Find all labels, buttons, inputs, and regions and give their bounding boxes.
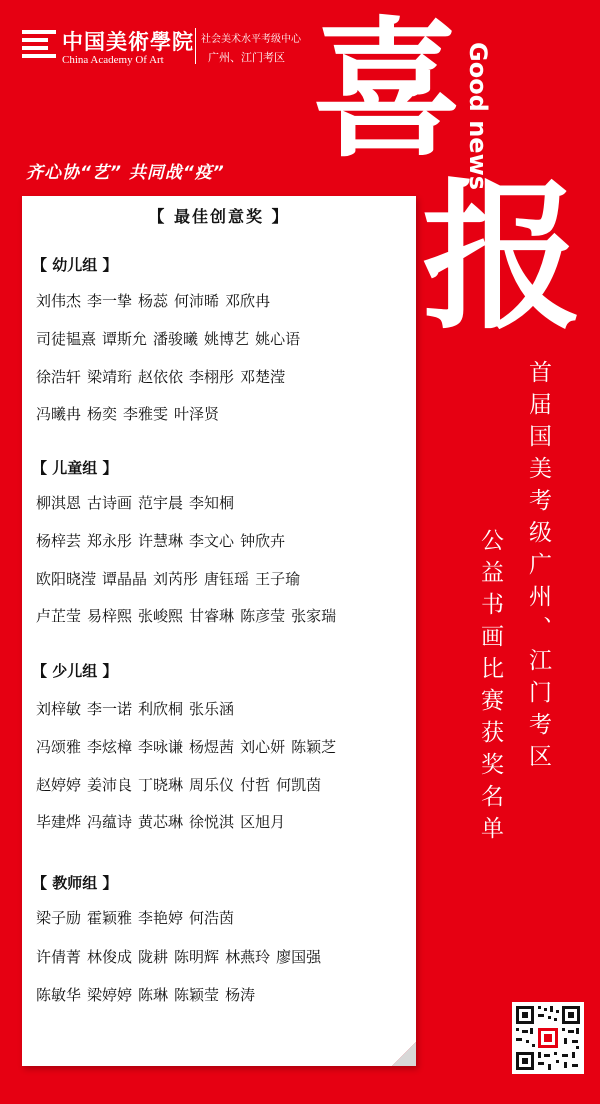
winner-name: 杨煜茜 [189, 738, 235, 756]
winner-name: 张家瑞 [291, 607, 337, 625]
winner-name: 李艳婷 [138, 909, 184, 927]
winner-name: 刘伟杰 [36, 292, 82, 310]
winner-name: 欧阳晓滢 [36, 570, 97, 588]
qr-code-icon [512, 1002, 584, 1074]
winner-name: 周乐仪 [189, 776, 235, 794]
logo-en-name: China Academy Of Art [62, 54, 164, 66]
winner-name: 区旭月 [240, 813, 286, 831]
winner-name: 冯颂雅 [36, 738, 82, 756]
winner-name: 王子瑜 [255, 570, 301, 588]
winner-name: 毕建烨 [36, 813, 82, 831]
winner-name: 李一诺 [87, 700, 133, 718]
winner-name: 李知桐 [189, 494, 235, 512]
winner-name: 梁靖珩 [87, 368, 133, 386]
name-row [36, 946, 327, 967]
name-row [36, 984, 261, 1005]
winner-name: 郑永彤 [87, 532, 133, 550]
award-title: 【 最佳创意奖 】 [148, 207, 290, 226]
winner-name: 梁婷婷 [87, 986, 133, 1004]
logo-mark-icon [22, 30, 56, 60]
name-row [36, 907, 240, 928]
winner-name: 何沛晞 [174, 292, 220, 310]
name-row [36, 736, 342, 757]
winner-name: 霍颖雅 [87, 909, 133, 927]
group-title-children: 【 儿童组 】 [32, 459, 118, 477]
winner-name: 杨蕊 [138, 292, 169, 310]
winner-name: 邓欣冉 [225, 292, 271, 310]
logo-divider [195, 28, 196, 64]
winner-name: 易梓熙 [87, 607, 133, 625]
winner-name: 范宇晨 [138, 494, 184, 512]
page-curl-fold [392, 1042, 416, 1066]
winner-name: 徐悦淇 [189, 813, 235, 831]
winner-name: 许慧琳 [138, 532, 184, 550]
winner-name: 陈颖莹 [174, 986, 220, 1004]
name-row [36, 403, 225, 424]
name-row [36, 530, 291, 551]
winner-name: 林燕玲 [225, 948, 271, 966]
winner-name: 张乐涵 [189, 700, 235, 718]
subtitle-line2: 公益书画比赛获奖名单 [477, 528, 503, 848]
winner-name: 潘骏曦 [153, 330, 199, 348]
group-title-juniors: 【 少儿组 】 [32, 662, 118, 680]
winner-name: 利欣桐 [138, 700, 184, 718]
winner-name: 司徒韫熹 [36, 330, 97, 348]
winner-name: 谭斯允 [102, 330, 148, 348]
group-title-teachers: 【 教师组 】 [32, 874, 118, 892]
winner-name: 何凯茵 [276, 776, 322, 794]
logo-cn-name: 中国美術學院 [62, 29, 194, 54]
slogan: 齐心协“艺” 共同战“疫” [26, 163, 225, 183]
winner-name: 谭晶晶 [102, 570, 148, 588]
winner-name: 丁晓琳 [138, 776, 184, 794]
winner-name: 冯曦冉 [36, 405, 82, 423]
name-row [36, 568, 306, 589]
winner-name: 柳淇恩 [36, 494, 82, 512]
winner-name: 陈明辉 [174, 948, 220, 966]
name-row [36, 811, 291, 832]
winner-name: 陈颖芝 [291, 738, 337, 756]
name-row [36, 492, 240, 513]
winner-name: 陈琳 [138, 986, 169, 1004]
winner-name: 何浩茵 [189, 909, 235, 927]
winner-name: 杨梓芸 [36, 532, 82, 550]
winner-name: 廖国强 [276, 948, 322, 966]
winner-name: 刘芮彤 [153, 570, 199, 588]
winner-name: 杨涛 [225, 986, 256, 1004]
winner-name: 陇耕 [138, 948, 169, 966]
winner-name: 卢芷莹 [36, 607, 82, 625]
winner-name: 梁子励 [36, 909, 82, 927]
winner-name: 徐浩轩 [36, 368, 82, 386]
winner-name: 李雅雯 [123, 405, 169, 423]
winner-name: 刘心妍 [240, 738, 286, 756]
subtitle-line1: 首届国美考级广州、江门考区 [525, 360, 551, 776]
logo [22, 22, 312, 72]
winner-name: 张峻熙 [138, 607, 184, 625]
winner-name: 姚博艺 [204, 330, 250, 348]
winner-name: 李一挚 [87, 292, 133, 310]
logo-region: 广州、江门考区 [208, 51, 285, 64]
winner-name: 陈敏华 [36, 986, 82, 1004]
winner-name: 林俊成 [87, 948, 133, 966]
logo-org: 社会美术水平考级中心 [201, 34, 301, 45]
group-title-kindergarten: 【 幼儿组 】 [32, 256, 118, 274]
winner-name: 姚心语 [255, 330, 301, 348]
winner-name: 赵依依 [138, 368, 184, 386]
name-row [36, 366, 291, 387]
winner-name: 赵婷婷 [36, 776, 82, 794]
winner-name: 邓楚滢 [240, 368, 286, 386]
winner-name: 李炫樟 [87, 738, 133, 756]
winner-name: 黄芯琳 [138, 813, 184, 831]
name-row [36, 290, 276, 311]
winner-name: 古诗画 [87, 494, 133, 512]
winner-name: 冯蕴诗 [87, 813, 133, 831]
winner-name: 李文心 [189, 532, 235, 550]
name-row [36, 605, 342, 626]
headline-xi: 喜 [312, 4, 463, 178]
winner-name: 甘睿琳 [189, 607, 235, 625]
winner-name: 杨奕 [87, 405, 118, 423]
winner-name: 姜沛良 [87, 776, 133, 794]
winners-list-card [22, 196, 416, 1066]
winner-name: 钟欣卉 [240, 532, 286, 550]
headline-bao: 报 [422, 164, 583, 351]
winner-name: 许倩菁 [36, 948, 82, 966]
headline-good-news: Good news [464, 42, 492, 191]
winner-name: 唐钰瑶 [204, 570, 250, 588]
name-row [36, 328, 306, 349]
winner-name: 陈彦莹 [240, 607, 286, 625]
name-row [36, 774, 327, 795]
name-row [36, 698, 240, 719]
winner-name: 刘梓敏 [36, 700, 82, 718]
winner-name: 李咏谦 [138, 738, 184, 756]
winner-name: 付哲 [240, 776, 271, 794]
winner-name: 叶泽贤 [174, 405, 220, 423]
winner-name: 李栩彤 [189, 368, 235, 386]
